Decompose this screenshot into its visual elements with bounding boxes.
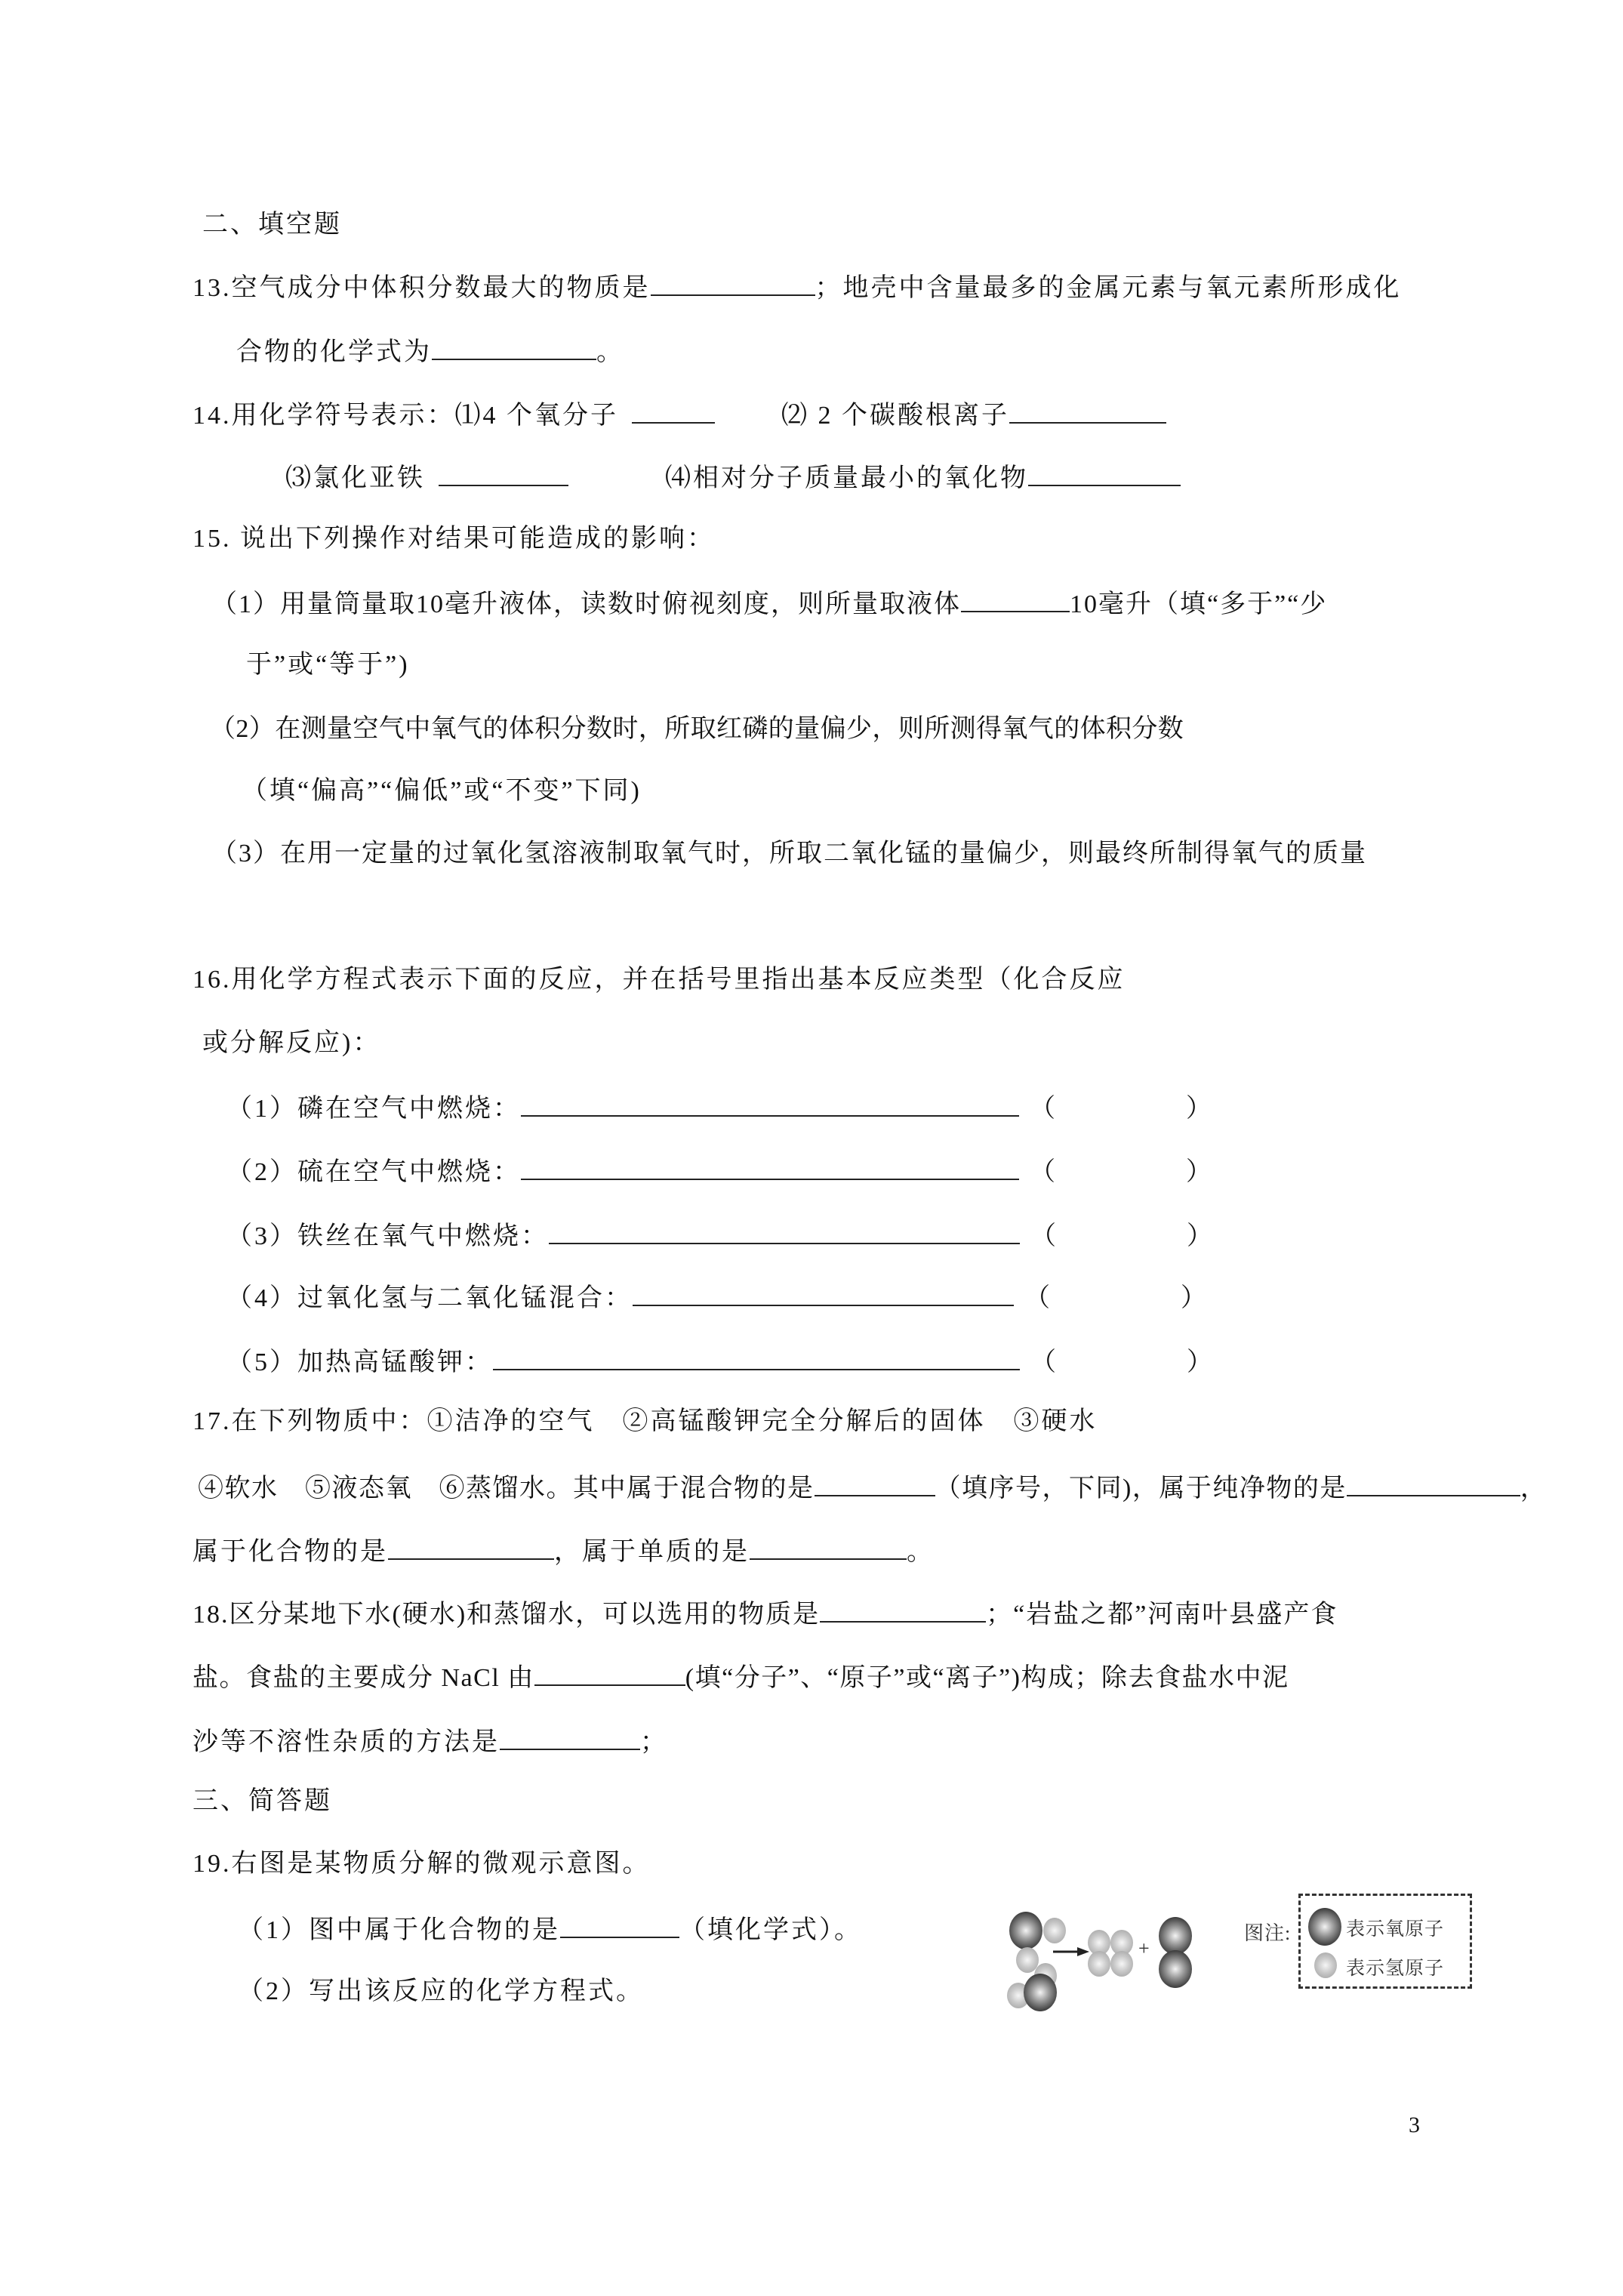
answer-blank[interactable] <box>1009 396 1166 424</box>
answer-blank[interactable] <box>632 396 715 424</box>
question-13-line-2 <box>236 333 624 366</box>
close-paren: ） <box>1181 1284 1209 1312</box>
question-19-part-1 <box>238 1911 862 1944</box>
section-heading: 三、简答题 <box>192 1787 332 1815</box>
question-15-part-1-cont: 于”或“等于”) <box>246 651 410 679</box>
question-text: (填“分子”、“原子”或“离子”)构成；除去食盐水中泥 <box>685 1664 1289 1692</box>
answer-blank[interactable] <box>1028 459 1181 486</box>
legend-oxygen-atom-icon <box>1308 1908 1341 1946</box>
open-paren: （ <box>1030 1095 1058 1123</box>
question-text: ， <box>1520 1475 1548 1502</box>
question-text: （1）图中属于化合物的是 <box>238 1916 560 1944</box>
equation-item-3 <box>226 1217 1215 1250</box>
open-paren: （ <box>1030 1158 1058 1186</box>
answer-blank[interactable] <box>1347 1469 1520 1496</box>
question-19-line-1: 19.右图是某物质分解的微观示意图。 <box>192 1850 651 1878</box>
question-15-part-3: （3）在用一定量的过氧化氢溶液制取氧气时，所取二氧化锰的量偏少，则最终所制得氧气的质量 <box>211 840 1367 868</box>
question-14-line-1 <box>192 396 1166 430</box>
answer-blank[interactable] <box>750 1533 907 1560</box>
plus-sign: + <box>1138 1937 1150 1959</box>
answer-blank[interactable] <box>439 459 568 486</box>
question-18-line-3 <box>192 1723 668 1756</box>
equation-item-1 <box>226 1089 1214 1123</box>
equation-blank[interactable] <box>549 1217 1020 1244</box>
open-paren: （ <box>1030 1222 1058 1250</box>
equation-label: （4）过氧化氢与二氧化锰混合： <box>226 1284 633 1312</box>
legend-hydrogen-atom-icon <box>1314 1952 1337 1978</box>
question-text: （1）用量筒量取10毫升液体，读数时俯视刻度，则所量取液体 <box>211 590 961 618</box>
equation-blank[interactable] <box>493 1343 1020 1370</box>
question-17-line-1: 17.在下列物质中：①洁净的空气 ②高锰酸钾完全分解后的固体 ③硬水 <box>192 1407 1098 1435</box>
question-text: ⑵ 2 个碳酸根离子 <box>781 402 1009 430</box>
page-number: 3 <box>1409 2113 1420 2137</box>
question-text: ；地壳中含量最多的金属元素与氧元素所形成化 <box>815 274 1402 302</box>
question-text: 沙等不溶性杂质的方法是 <box>192 1728 500 1756</box>
close-paren: ） <box>1187 1348 1215 1376</box>
question-text: （填序号，下同)，属于纯净物的是 <box>935 1475 1347 1502</box>
oxygen-atom <box>1159 1950 1192 1988</box>
hydrogen-atom <box>1043 1918 1066 1943</box>
oxygen-atom <box>1009 1912 1042 1949</box>
equation-item-2 <box>226 1153 1214 1186</box>
equation-label: （2）硫在空气中燃烧： <box>226 1158 521 1186</box>
equation-label: （3）铁丝在氧气中燃烧： <box>226 1222 549 1250</box>
question-text: 13.空气成分中体积分数最大的物质是 <box>192 274 651 302</box>
answer-blank[interactable] <box>388 1533 554 1560</box>
question-text: 14.用化学符号表示：⑴4 个氧分子 <box>192 402 618 430</box>
question-text: 盐。食盐的主要成分 NaCl 由 <box>192 1664 534 1692</box>
question-text: 18.区分某地下水(硬水)和蒸馏水，可以选用的物质是 <box>192 1601 821 1629</box>
answer-blank[interactable] <box>820 1595 986 1623</box>
equation-blank[interactable] <box>633 1279 1014 1306</box>
equation-item-4 <box>226 1279 1209 1312</box>
answer-blank[interactable] <box>651 269 815 296</box>
answer-blank[interactable] <box>432 333 596 360</box>
legend-title: 图注: <box>1244 1922 1292 1944</box>
question-text: ；“岩盐之都”河南叶县盛产食 <box>986 1601 1338 1629</box>
hydrogen-atom <box>1088 1951 1110 1977</box>
question-text: ，属于单质的是 <box>554 1538 750 1566</box>
question-18-line-2 <box>192 1659 1289 1692</box>
question-text: 。 <box>907 1538 935 1566</box>
equation-blank[interactable] <box>521 1089 1019 1117</box>
open-paren: （ <box>1030 1348 1058 1376</box>
question-17-line-3 <box>192 1533 935 1566</box>
close-paren: ） <box>1186 1095 1214 1123</box>
question-text: 。 <box>596 338 624 366</box>
equation-label: （5）加热高锰酸钾： <box>226 1348 493 1376</box>
question-13-line-1 <box>192 269 1402 302</box>
open-paren: （ <box>1024 1284 1052 1312</box>
answer-blank[interactable] <box>961 585 1070 612</box>
answer-blank[interactable] <box>560 1911 679 1938</box>
hydrogen-atom <box>1110 1951 1133 1977</box>
close-paren: ） <box>1187 1222 1215 1250</box>
equation-blank[interactable] <box>521 1153 1019 1180</box>
question-text: ⑷相对分子质量最小的氧化物 <box>665 464 1028 492</box>
question-text: （填化学式）。 <box>679 1916 862 1944</box>
question-16-line-1: 16.用化学方程式表示下面的反应，并在括号里指出基本反应类型（化合反应 <box>192 966 1126 994</box>
question-15-title: 15. 说出下列操作对结果可能造成的影响： <box>192 525 715 553</box>
question-16-line-2: 或分解反应)： <box>202 1029 381 1057</box>
question-18-line-1 <box>192 1595 1338 1629</box>
question-text: 合物的化学式为 <box>236 338 432 366</box>
question-17-line-2 <box>198 1469 1547 1502</box>
question-text: ⑶氯化亚铁 <box>285 464 425 492</box>
question-text: ； <box>640 1728 668 1756</box>
answer-blank[interactable] <box>500 1723 640 1750</box>
question-15-part-2-cont: （填“偏高”“偏低”或“不变”下同) <box>242 777 642 805</box>
equation-item-5 <box>226 1343 1215 1376</box>
question-text: 10毫升（填“多于”“少 <box>1070 590 1328 618</box>
oxygen-atom <box>1024 1974 1057 2011</box>
section-heading: 二、填空题 <box>202 211 342 239</box>
close-paren: ） <box>1186 1158 1214 1186</box>
legend-box <box>1298 1894 1472 1989</box>
answer-blank[interactable] <box>534 1659 685 1686</box>
question-15-part-2: （2）在测量空气中氧气的体积分数时，所取红磷的量偏少，则所测得氧气的体积分数 <box>210 715 1184 743</box>
equation-label: （1）磷在空气中燃烧： <box>226 1095 521 1123</box>
oxygen-atom <box>1159 1917 1192 1955</box>
reaction-arrow-icon <box>1053 1946 1089 1957</box>
question-text: ④软水 ⑤液态氧 ⑥蒸馏水。其中属于混合物的是 <box>198 1475 815 1502</box>
question-14-line-2 <box>285 459 1181 492</box>
legend-oxygen-label: 表示氧原子 <box>1346 1919 1445 1940</box>
answer-blank[interactable] <box>815 1469 935 1496</box>
question-19-part-2: （2）写出该反应的化学方程式。 <box>238 1977 644 2005</box>
question-text: 属于化合物的是 <box>192 1538 388 1566</box>
legend-hydrogen-label: 表示氢原子 <box>1346 1959 1445 1979</box>
question-15-part-1 <box>211 585 1327 618</box>
